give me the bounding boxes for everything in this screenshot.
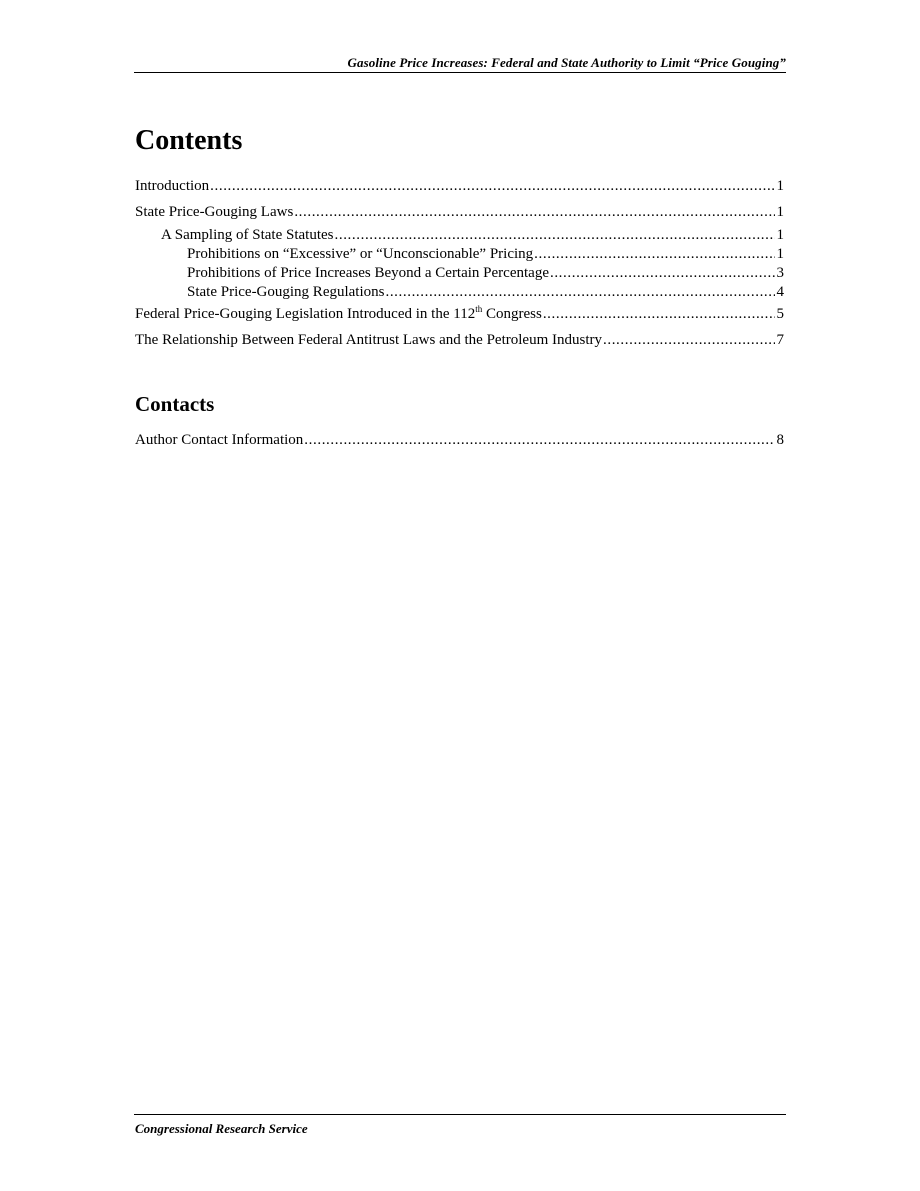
toc-entry-title: Author Contact Information: [135, 432, 304, 448]
toc-entry-title: State Price-Gouging Regulations: [187, 284, 385, 300]
toc-page-number: 7: [776, 332, 784, 348]
toc-entry-author-contact[interactable]: [135, 431, 784, 449]
toc-page-number: 1: [776, 246, 784, 262]
toc-page-number: 1: [776, 178, 784, 194]
toc-leader: [603, 331, 775, 349]
toc-entry-antitrust-relationship[interactable]: [135, 331, 784, 349]
toc-leader: [294, 203, 774, 221]
toc-title-main: Federal Price-Gouging Legislation Introduced in the 112: [135, 306, 476, 322]
toc-page-number: 5: [776, 306, 784, 322]
toc-entry-state-regulations[interactable]: [187, 283, 784, 301]
toc-entry-sampling-of-state-statutes[interactable]: [161, 226, 784, 244]
footer-rule: [134, 1114, 786, 1115]
toc-entry-title: [135, 305, 542, 323]
toc-page-number: 8: [776, 432, 784, 448]
toc-leader: [534, 245, 774, 263]
toc-page-number: 3: [776, 265, 784, 281]
running-footer: Congressional Research Service: [135, 1121, 308, 1136]
toc-leader: [304, 431, 774, 449]
toc-leader: [210, 177, 774, 195]
toc-page-number: 1: [776, 227, 784, 243]
toc-page-number: 1: [776, 204, 784, 220]
toc-entry-federal-legislation[interactable]: [135, 305, 784, 323]
toc-entry-title: State Price-Gouging Laws: [135, 204, 294, 220]
toc-entry-state-price-gouging-laws[interactable]: [135, 203, 784, 221]
toc-entry-title: The Relationship Between Federal Antitrust Laws and the Petroleum Industry: [135, 332, 602, 348]
toc-entry-excessive-pricing[interactable]: [187, 245, 784, 263]
toc-title-rest: Congress: [482, 306, 542, 322]
toc-leader: [550, 264, 775, 282]
toc-entry-title: Prohibitions of Price Increases Beyond a Certain Percentage: [187, 265, 549, 281]
running-header: Gasoline Price Increases: Federal and State Authority to Limit “Price Gouging”: [347, 55, 786, 70]
toc-page-number: 4: [776, 284, 784, 300]
toc-entry-price-increase-percentage[interactable]: [187, 264, 784, 282]
contacts-heading: Contacts: [135, 392, 215, 416]
toc-entry-title: Prohibitions on “Excessive” or “Unconscionable” Pricing: [187, 246, 534, 262]
contents-heading: Contents: [135, 125, 243, 156]
header-rule: [134, 72, 786, 73]
toc-leader: [543, 305, 775, 323]
toc-entry-title: Introduction: [135, 178, 210, 194]
toc-entry-introduction[interactable]: [135, 177, 784, 195]
toc-entry-title: A Sampling of State Statutes: [161, 227, 334, 243]
ordinal-suffix: th: [475, 304, 483, 314]
toc-leader: [385, 283, 774, 301]
toc-leader: [335, 226, 775, 244]
